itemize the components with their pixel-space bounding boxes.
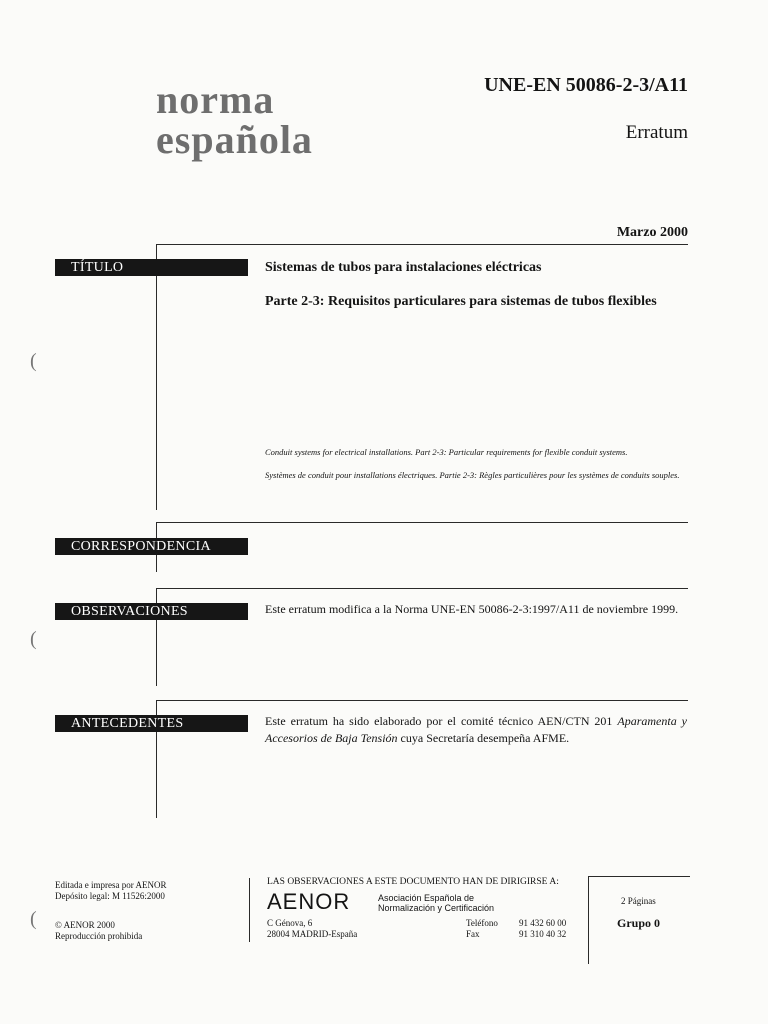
- section-vertical-rule: [156, 244, 157, 510]
- label-observaciones: OBSERVACIONES: [55, 603, 248, 620]
- legal-deposit: Depósito legal: M 11526:2000: [55, 891, 165, 901]
- antecedentes-text-part: Este erratum ha sido elaborado por el comité técnico AEN/CTN 201: [265, 714, 618, 728]
- standard-code: UNE-EN 50086-2-3/A11: [484, 74, 688, 96]
- phone-value: 91 432 60 00: [519, 918, 567, 928]
- footer-divider: [249, 878, 250, 942]
- margin-mark: (: [30, 908, 37, 930]
- aenor-name-line-1: Asociación Española de: [378, 893, 475, 903]
- phone-label: Teléfono: [466, 918, 498, 928]
- doc-type: Erratum: [625, 122, 688, 143]
- copyright: © AENOR 2000: [55, 920, 115, 930]
- brand-line-2: española: [156, 117, 313, 162]
- antecedentes-text: [265, 713, 687, 747]
- title-part: Parte 2-3: Requisitos particulares para sistemas de tubos flexibles: [265, 294, 657, 309]
- margin-mark: (: [30, 628, 37, 650]
- section-divider: [156, 244, 688, 245]
- price-group: Grupo 0: [617, 916, 661, 930]
- brand-line-1: norma: [156, 77, 275, 122]
- label-correspondencia: CORRESPONDENCIA: [55, 538, 248, 555]
- section-divider: [156, 700, 688, 701]
- aenor-logo: AENOR: [267, 889, 351, 914]
- antecedentes-text-part: cuya Secretaría desempeña AFME.: [397, 731, 570, 745]
- section-divider: [156, 588, 688, 589]
- label-titulo: TÍTULO: [55, 259, 248, 276]
- address-line-1: C Génova, 6: [267, 918, 313, 928]
- label-antecedentes: ANTECEDENTES: [55, 715, 248, 732]
- section-divider: [156, 522, 688, 523]
- margin-mark: (: [30, 350, 37, 372]
- edited-by: Editada e impresa por AENOR: [55, 880, 167, 890]
- page-count: 2 Páginas: [621, 896, 656, 906]
- antecedentes-committee-name: Aparamenta y Accesorios de Baja Tensión: [265, 714, 687, 745]
- title-french: Systèmes de conduit pour installations électriques. Partie 2-3: Règles particulières pour les systèmes de conduits souples.: [265, 470, 680, 480]
- title-english: Conduit systems for electrical installations. Part 2-3: Particular requirements for flexible conduit systems.: [265, 447, 628, 457]
- comments-heading: LAS OBSERVACIONES A ESTE DOCUMENTO HAN DE DIRIGIRSE A:: [267, 877, 559, 887]
- fax-value: 91 310 40 32: [519, 929, 567, 939]
- reproduction-notice: Reproducción prohibida: [55, 931, 143, 941]
- aenor-name-line-2: Normalización y Certificación: [378, 903, 495, 913]
- fax-label: Fax: [466, 929, 480, 939]
- observaciones-text: Este erratum modifica a la Norma UNE-EN 50086-2-3:1997/A11 de noviembre 1999.: [265, 602, 679, 616]
- publication-date: Marzo 2000: [616, 225, 688, 240]
- address-line-2: 28004 MADRID-España: [267, 929, 358, 939]
- title-main: Sistemas de tubos para instalaciones eléctricas: [265, 260, 542, 275]
